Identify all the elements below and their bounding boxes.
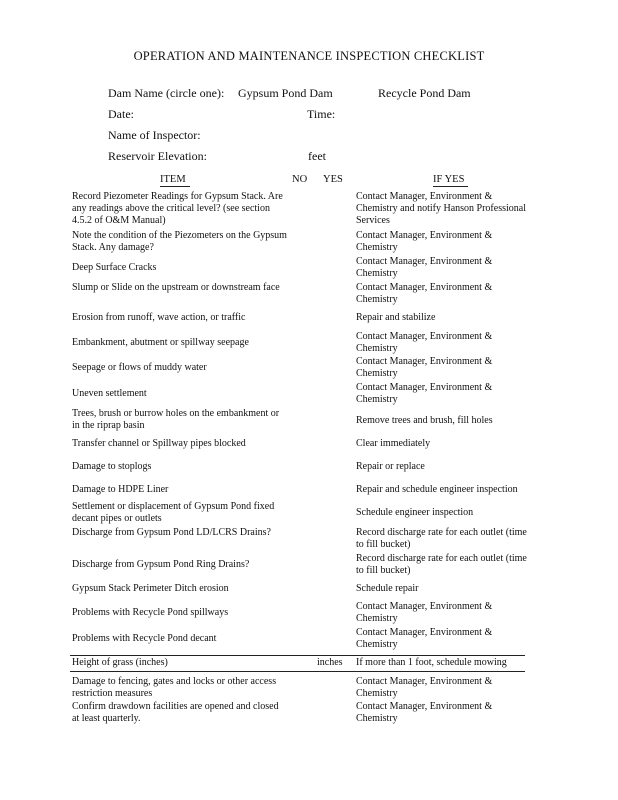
row-action: Record discharge rate for each outlet (time to fill bucket) <box>356 553 527 576</box>
column-header-item: ITEM <box>160 174 186 185</box>
column-header-if-yes-underline <box>433 186 468 187</box>
row-item: Problems with Recycle Pond decant <box>72 633 217 644</box>
row-action: Contact Manager, Environment & Chemistry <box>356 627 493 650</box>
row-action: Schedule engineer inspection <box>356 507 474 518</box>
row-action: Contact Manager, Environment & Chemistry <box>356 676 493 699</box>
column-header-item-underline <box>160 186 190 187</box>
row-action: Repair and stabilize <box>356 312 436 323</box>
dam-option-recycle[interactable]: Recycle Pond Dam <box>378 86 471 100</box>
row-action: Contact Manager, Environment & Chemistry <box>356 382 493 405</box>
column-header-if-yes: IF YES <box>433 174 465 185</box>
row-action: Contact Manager, Environment & Chemistry <box>356 331 493 354</box>
row-item: Transfer channel or Spillway pipes blocked <box>72 438 246 449</box>
reservoir-elevation-label: Reservoir Elevation: <box>108 149 207 163</box>
row-item: Discharge from Gypsum Pond LD/LCRS Drains? <box>72 527 271 538</box>
column-header-yes: YES <box>323 174 343 185</box>
dam-name-label: Dam Name (circle one): <box>108 86 225 100</box>
row-action: Contact Manager, Environment & Chemistry <box>356 282 493 305</box>
row-action: Contact Manager, Environment & Chemistry <box>356 230 493 253</box>
row-item: Damage to HDPE Liner <box>72 484 169 495</box>
row-action: Remove trees and brush, fill holes <box>356 415 493 426</box>
page-title: OPERATION AND MAINTENANCE INSPECTION CHECKLIST <box>133 49 485 63</box>
row-item: Damage to fencing, gates and locks or other access restriction measures <box>72 676 277 699</box>
row-action: Contact Manager, Environment & Chemistry <box>356 356 493 379</box>
time-label: Time: <box>307 107 336 121</box>
row-item: Deep Surface Cracks <box>72 262 157 273</box>
row-item: Damage to stoplogs <box>72 461 152 472</box>
inspector-label: Name of Inspector: <box>108 128 201 142</box>
row-action: Contact Manager, Environment & Chemistry and notify Hanson Professional Services <box>356 191 526 226</box>
row-action: Contact Manager, Environment & Chemistry <box>356 701 493 724</box>
row-item: Uneven settlement <box>72 388 147 399</box>
row-item: Erosion from runoff, wave action, or traffic <box>72 312 246 323</box>
column-header-no: NO <box>292 174 308 185</box>
row-item: Height of grass (inches) <box>72 657 168 668</box>
section-divider <box>70 671 525 672</box>
row-action: Schedule repair <box>356 583 419 594</box>
row-action: If more than 1 foot, schedule mowing <box>356 657 507 668</box>
reservoir-unit: feet <box>308 149 326 163</box>
row-item: Settlement or displacement of Gypsum Pond fixed decant pipes or outlets <box>72 501 275 524</box>
row-item: Seepage or flows of muddy water <box>72 362 207 373</box>
row-item: Discharge from Gypsum Pond Ring Drains? <box>72 559 250 570</box>
row-item: Gypsum Stack Perimeter Ditch erosion <box>72 583 229 594</box>
row-action: Contact Manager, Environment & Chemistry <box>356 601 493 624</box>
row-action: Contact Manager, Environment & Chemistry <box>356 256 493 279</box>
row-action: Repair and schedule engineer inspection <box>356 484 518 495</box>
row-action: Repair or replace <box>356 461 425 472</box>
row-action: Record discharge rate for each outlet (time to fill bucket) <box>356 527 527 550</box>
row-item: Slump or Slide on the upstream or downstream face <box>72 282 280 293</box>
row-item: Confirm drawdown facilities are opened and closed at least quarterly. <box>72 701 279 724</box>
dam-option-gypsum[interactable]: Gypsum Pond Dam <box>238 86 333 100</box>
row-item: Problems with Recycle Pond spillways <box>72 607 229 618</box>
row-item: Embankment, abutment or spillway seepage <box>72 337 249 348</box>
date-label: Date: <box>108 107 134 121</box>
row-item: Record Piezometer Readings for Gypsum Stack. Are any readings above the critical level? (see section 4.5.2 of O&M Manual) <box>72 191 283 226</box>
row-item: Note the condition of the Piezometers on the Gypsum Stack. Any damage? <box>72 230 287 253</box>
section-divider <box>70 655 525 656</box>
row-action: Clear immediately <box>356 438 431 449</box>
row-item: Trees, brush or burrow holes on the embankment or in the riprap basin <box>72 408 280 431</box>
grass-height-unit: inches <box>317 657 343 668</box>
